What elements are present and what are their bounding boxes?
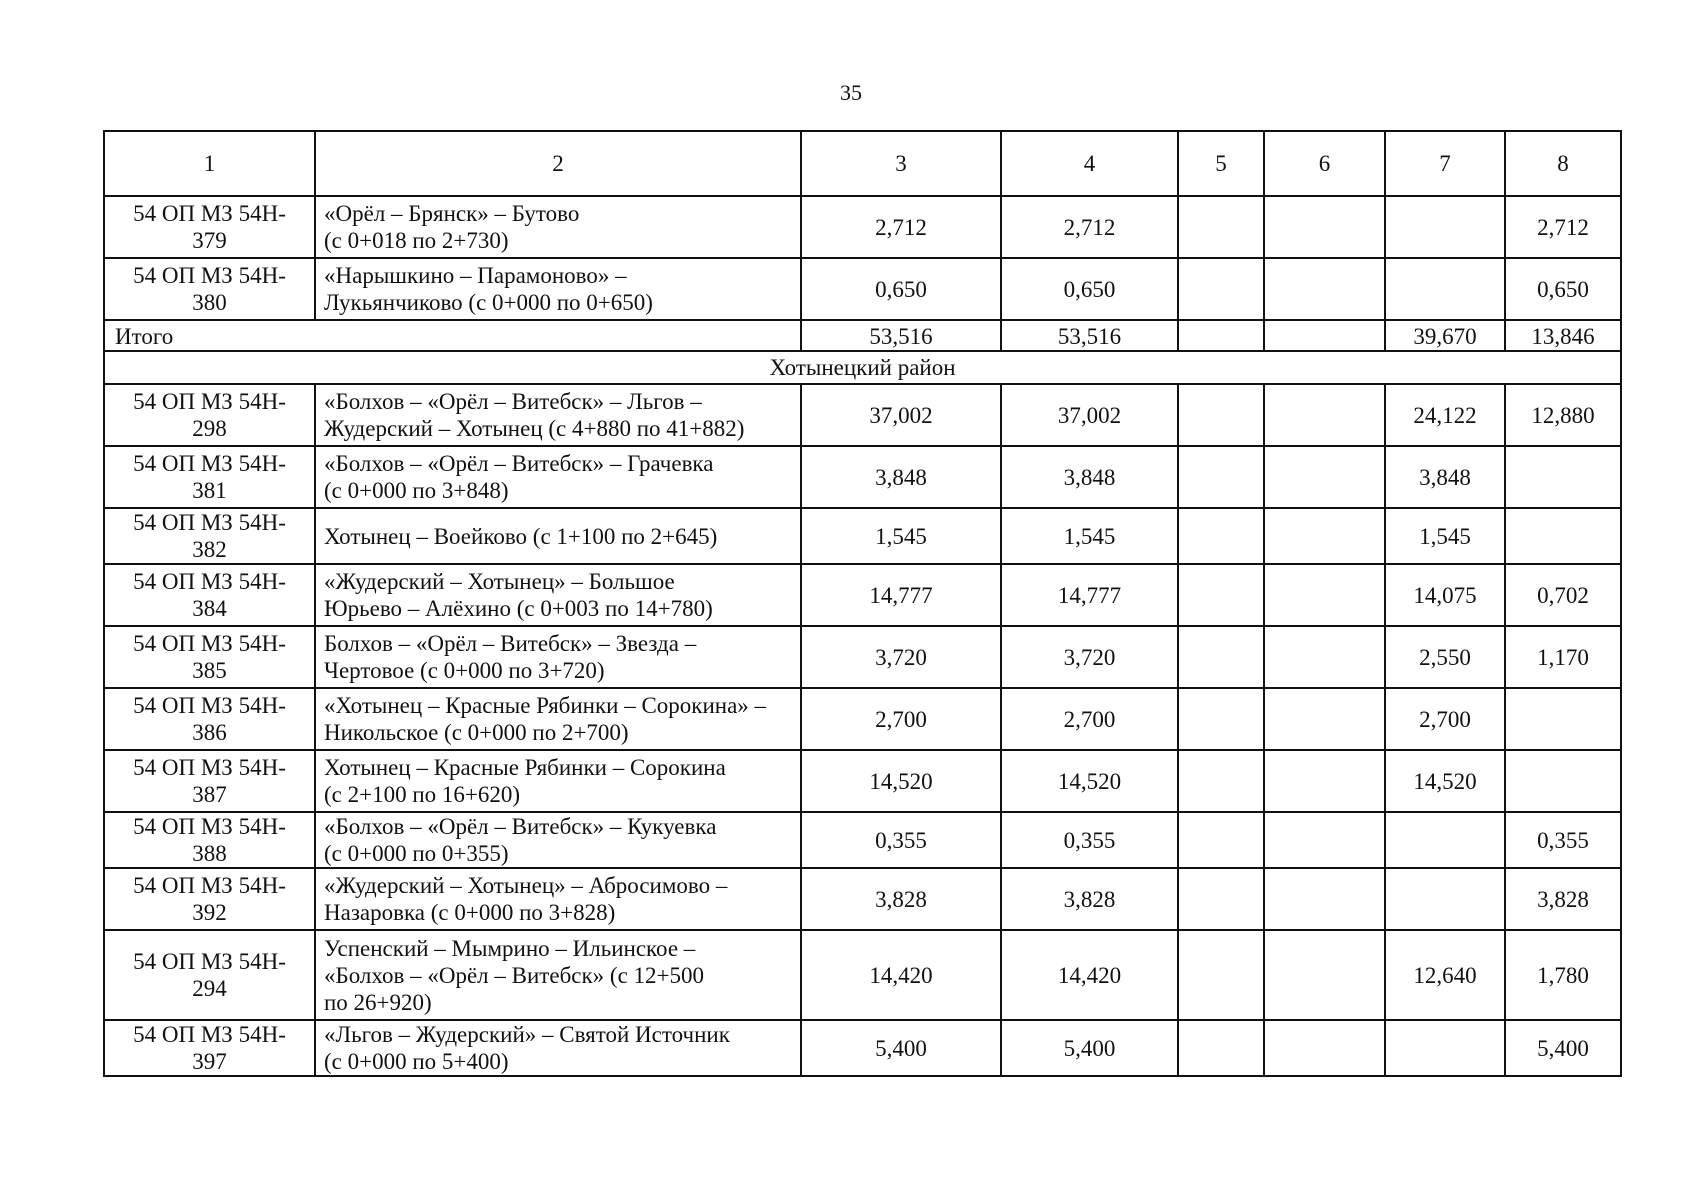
table-row (104, 750, 1621, 812)
table-row (104, 930, 1621, 1020)
column-header: 8 (1505, 131, 1621, 196)
cell-col5 (1178, 750, 1264, 812)
cell-col8 (1505, 750, 1621, 812)
cell-col3: 0,650 (801, 258, 1001, 320)
cell-col8: 1,170 (1505, 626, 1621, 688)
road-code: 54 ОП МЗ 54Н- 382 (104, 508, 315, 564)
cell-col6 (1264, 688, 1385, 750)
cell-col7: 2,550 (1385, 626, 1505, 688)
cell-col4: 14,420 (1001, 930, 1178, 1020)
road-name: «Льгов – Жудерский» – Святой Источник (с 0+000 по 5+400) (315, 1020, 801, 1076)
column-header: 2 (315, 131, 801, 196)
section-row (104, 351, 1621, 384)
road-code: 54 ОП МЗ 54Н- 298 (104, 384, 315, 446)
road-name: «Нарышкино – Парамоново» – Лукьянчиково (с 0+000 по 0+650) (315, 258, 801, 320)
cell-col7 (1385, 258, 1505, 320)
cell-col4: 2,712 (1001, 196, 1178, 258)
table-row (104, 868, 1621, 930)
section-title: Хотынецкий район (104, 351, 1621, 384)
cell-col6 (1264, 446, 1385, 508)
cell-col3: 3,720 (801, 626, 1001, 688)
cell-col4: 37,002 (1001, 384, 1178, 446)
table-row (104, 446, 1621, 508)
cell-col4: 2,700 (1001, 688, 1178, 750)
road-code: 54 ОП МЗ 54Н- 384 (104, 564, 315, 626)
cell-col8: 1,780 (1505, 930, 1621, 1020)
cell-col3: 2,712 (801, 196, 1001, 258)
table-row (104, 812, 1621, 868)
column-header: 3 (801, 131, 1001, 196)
roads-table (103, 130, 1622, 1077)
cell-col6 (1264, 384, 1385, 446)
cell-col8: 0,355 (1505, 812, 1621, 868)
cell-col6 (1264, 626, 1385, 688)
table-row (104, 626, 1621, 688)
cell-col5 (1178, 258, 1264, 320)
cell-col3: 1,545 (801, 508, 1001, 564)
cell-col7: 12,640 (1385, 930, 1505, 1020)
cell-col5 (1178, 508, 1264, 564)
road-name: Хотынец – Воейково (с 1+100 по 2+645) (315, 508, 801, 564)
cell-col4: 3,828 (1001, 868, 1178, 930)
cell-col4: 0,355 (1001, 812, 1178, 868)
cell-col3: 37,002 (801, 384, 1001, 446)
cell-col3: 0,355 (801, 812, 1001, 868)
road-code: 54 ОП МЗ 54Н- 385 (104, 626, 315, 688)
table-row (104, 258, 1621, 320)
cell-col3: 5,400 (801, 1020, 1001, 1076)
column-header: 1 (104, 131, 315, 196)
cell-col5 (1178, 626, 1264, 688)
cell-col6 (1264, 812, 1385, 868)
road-name: Болхов – «Орёл – Витебск» – Звезда – Чертовое (с 0+000 по 3+720) (315, 626, 801, 688)
column-header: 6 (1264, 131, 1385, 196)
cell-col7 (1385, 868, 1505, 930)
road-name: Успенский – Мымрино – Ильинское – «Болхов – «Орёл – Витебск» (с 12+500 по 26+920) (315, 930, 801, 1020)
cell-col7: 14,075 (1385, 564, 1505, 626)
table-row (104, 1020, 1621, 1076)
cell-col7 (1385, 196, 1505, 258)
cell-col4: 1,545 (1001, 508, 1178, 564)
cell-col3: 2,700 (801, 688, 1001, 750)
cell-col6 (1264, 750, 1385, 812)
cell-col5 (1178, 868, 1264, 930)
cell-col8 (1505, 446, 1621, 508)
cell-col6 (1264, 868, 1385, 930)
total-col8: 13,846 (1505, 320, 1621, 351)
cell-col7: 14,520 (1385, 750, 1505, 812)
road-name: «Болхов – «Орёл – Витебск» – Кукуевка (с 0+000 по 0+355) (315, 812, 801, 868)
table-header-row (104, 131, 1621, 196)
cell-col5 (1178, 564, 1264, 626)
cell-col6 (1264, 258, 1385, 320)
cell-col7: 2,700 (1385, 688, 1505, 750)
table-row (104, 564, 1621, 626)
road-code: 54 ОП МЗ 54Н- 380 (104, 258, 315, 320)
road-code: 54 ОП МЗ 54Н- 397 (104, 1020, 315, 1076)
cell-col3: 3,828 (801, 868, 1001, 930)
table-row (104, 688, 1621, 750)
page-number: 35 (840, 80, 862, 105)
road-name: «Болхов – «Орёл – Витебск» – Льгов – Жудерский – Хотынец (с 4+880 по 41+882) (315, 384, 801, 446)
cell-col5 (1178, 446, 1264, 508)
cell-col5 (1178, 688, 1264, 750)
cell-col3: 14,777 (801, 564, 1001, 626)
column-header: 7 (1385, 131, 1505, 196)
cell-col7 (1385, 812, 1505, 868)
road-code: 54 ОП МЗ 54Н- 388 (104, 812, 315, 868)
road-code: 54 ОП МЗ 54Н- 392 (104, 868, 315, 930)
cell-col8: 3,828 (1505, 868, 1621, 930)
road-code: 54 ОП МЗ 54Н- 386 (104, 688, 315, 750)
cell-col6 (1264, 508, 1385, 564)
cell-col4: 14,520 (1001, 750, 1178, 812)
total-col3: 53,516 (801, 320, 1001, 351)
road-code: 54 ОП МЗ 54Н- 381 (104, 446, 315, 508)
cell-col3: 3,848 (801, 446, 1001, 508)
road-code: 54 ОП МЗ 54Н- 387 (104, 750, 315, 812)
cell-col5 (1178, 384, 1264, 446)
cell-col7: 1,545 (1385, 508, 1505, 564)
road-name: «Орёл – Брянск» – Бутово (с 0+018 по 2+730) (315, 196, 801, 258)
cell-col7: 24,122 (1385, 384, 1505, 446)
total-col4: 53,516 (1001, 320, 1178, 351)
cell-col3: 14,420 (801, 930, 1001, 1020)
road-code: 54 ОП МЗ 54Н- 294 (104, 930, 315, 1020)
road-code: 54 ОП МЗ 54Н- 379 (104, 196, 315, 258)
table-row (104, 196, 1621, 258)
total-col7: 39,670 (1385, 320, 1505, 351)
road-name: «Хотынец – Красные Рябинки – Сорокина» – Никольское (с 0+000 по 2+700) (315, 688, 801, 750)
cell-col7 (1385, 1020, 1505, 1076)
cell-col8 (1505, 688, 1621, 750)
cell-col4: 5,400 (1001, 1020, 1178, 1076)
road-name: Хотынец – Красные Рябинки – Сорокина (с 2+100 по 16+620) (315, 750, 801, 812)
total-row (104, 320, 1621, 351)
road-name: «Жудерский – Хотынец» – Большое Юрьево – Алёхино (с 0+003 по 14+780) (315, 564, 801, 626)
cell-col4: 0,650 (1001, 258, 1178, 320)
cell-col5 (1178, 1020, 1264, 1076)
cell-col7: 3,848 (1385, 446, 1505, 508)
cell-col8 (1505, 508, 1621, 564)
cell-col5 (1178, 196, 1264, 258)
cell-col8: 2,712 (1505, 196, 1621, 258)
cell-col6 (1264, 196, 1385, 258)
total-col5 (1178, 320, 1264, 351)
column-header: 5 (1178, 131, 1264, 196)
cell-col8: 0,702 (1505, 564, 1621, 626)
cell-col8: 12,880 (1505, 384, 1621, 446)
cell-col4: 14,777 (1001, 564, 1178, 626)
total-label: Итого (104, 320, 801, 351)
table-row (104, 384, 1621, 446)
cell-col6 (1264, 564, 1385, 626)
cell-col4: 3,848 (1001, 446, 1178, 508)
cell-col5 (1178, 930, 1264, 1020)
cell-col3: 14,520 (801, 750, 1001, 812)
cell-col6 (1264, 930, 1385, 1020)
cell-col8: 0,650 (1505, 258, 1621, 320)
cell-col4: 3,720 (1001, 626, 1178, 688)
column-header: 4 (1001, 131, 1178, 196)
road-name: «Жудерский – Хотынец» – Абросимово – Назаровка (с 0+000 по 3+828) (315, 868, 801, 930)
total-col6 (1264, 320, 1385, 351)
cell-col8: 5,400 (1505, 1020, 1621, 1076)
cell-col5 (1178, 812, 1264, 868)
road-name: «Болхов – «Орёл – Витебск» – Грачевка (с 0+000 по 3+848) (315, 446, 801, 508)
cell-col6 (1264, 1020, 1385, 1076)
table-row (104, 508, 1621, 564)
